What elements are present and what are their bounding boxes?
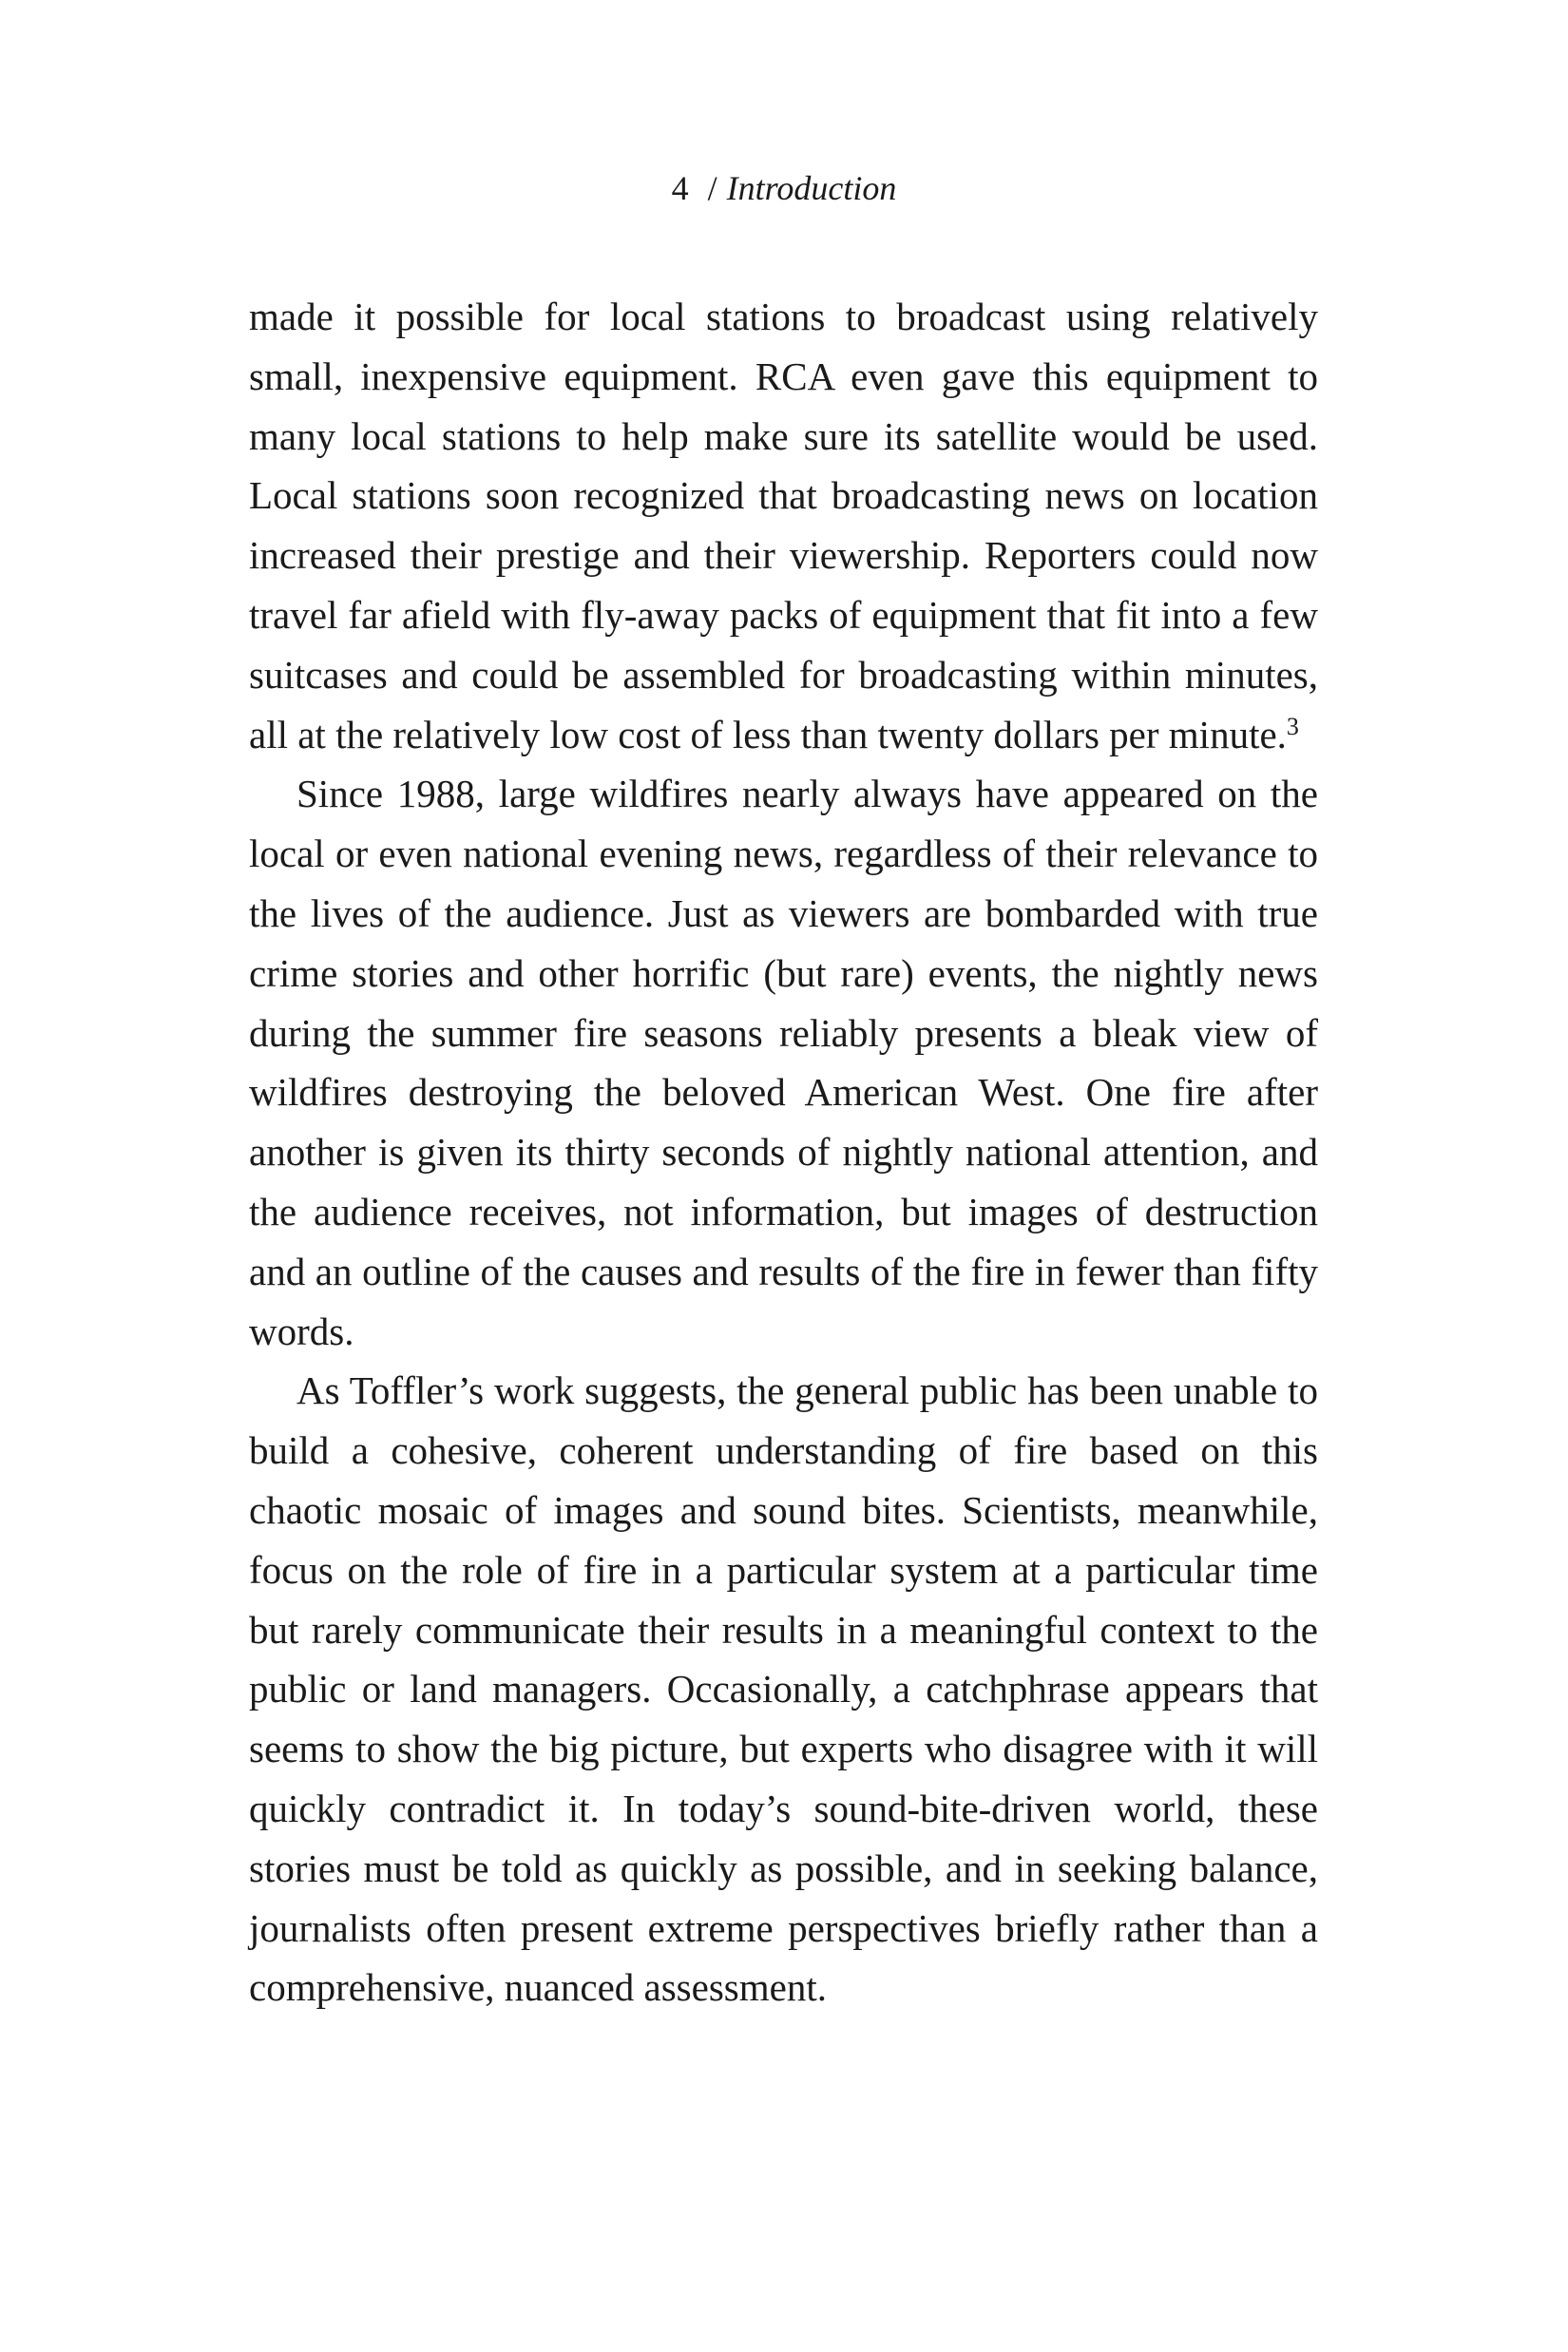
running-head bbox=[0, 169, 1568, 207]
paragraph-continued bbox=[249, 287, 1318, 764]
header-separator: / bbox=[707, 169, 717, 207]
paragraph-toffler bbox=[249, 1361, 1318, 2017]
paragraph-wildfire-news bbox=[249, 764, 1318, 1361]
body-text bbox=[249, 287, 1318, 2017]
footnote-marker: 3 bbox=[1286, 712, 1299, 740]
page-number: 4 bbox=[671, 169, 689, 207]
paragraph-text: As Toffler’s work suggests, the general public has been unable to build a cohesive, coherent understanding of fire based on this chaotic mosaic of images and sound bites. Scientists, meanwhile, focus on the role of fire in a particular system at a particular time but rarely communicate their results in a meaningful context to the public or land managers. Occasionally, a catchphrase appears that seems to show the big picture, but experts who disagree with it will quickly contradict it. In today’s sound-bite-driven world, these stories must be told as quickly as possible, and in seeking balance, journalists often present extreme perspectives briefly rather than a comprehensive, nuanced assessment. bbox=[249, 1368, 1318, 2010]
paragraph-text: made it possible for local stations to broadcast using relatively small, inexpensive equipment. RCA even gave this equipment to many local stations to help make sure its satellite would be used. Local stations soon recognized that broadcasting news on location increased their prestige and their viewership. Reporters could now travel far afield with fly-away packs of equipment that fit into a few suitcases and could be assembled for broadcasting within minutes, all at the relatively low cost of less than twenty dollars per minute. bbox=[249, 295, 1318, 756]
chapter-title: Introduction bbox=[726, 169, 897, 207]
paragraph-text: Since 1988, large wildfires nearly always have appeared on the local or even national evening news, regardless of their relevance to the lives of the audience. Just as viewers are bombarded with true crime stories and other horrific (but rare) events, the nightly news during the summer fire seasons reliably presents a bleak view of wildfires destroying the beloved American West. One fire after another is given its thirty seconds of nightly national attention, and the audience receives, not information, but images of destruction and an outline of the causes and results of the fire in fewer than fifty words. bbox=[249, 772, 1318, 1353]
